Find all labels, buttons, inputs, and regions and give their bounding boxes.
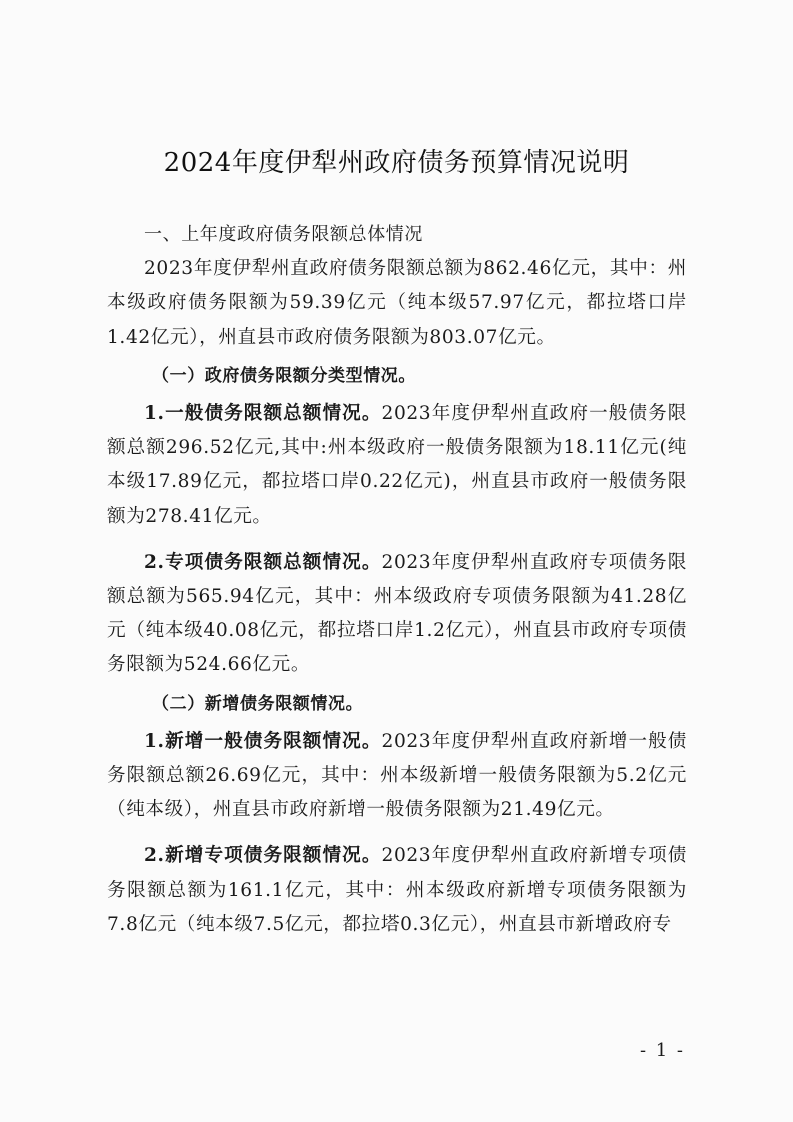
item-2-1-text: 2023年度伊犁州直政府新增一般债务限额总额26.69亿元，其中：州本级新增一般债务限额为5.2亿元（纯本级），州直县市政府新增一般债务限额为21.49亿元。: [107, 730, 687, 821]
item-1-2-text: 2023年度伊犁州直政府专项债务限额总额为565.94亿元，其中：州本级政府专项债务限额为41.28亿元（纯本级40.08亿元，都拉塔口岸1.2亿元），州直县市政府专项债务限额为524.66亿元。: [107, 551, 687, 676]
item-1-2-lead: 2.专项债务限额总额情况。: [144, 551, 382, 573]
item-1-1-lead: 1.一般债务限额总额情况。: [144, 403, 382, 425]
item-2-2-paragraph: [107, 839, 687, 942]
subsection-heading-1: （一）政府债务限额分类型情况。: [152, 365, 416, 386]
item-2-2-text: 2023年度伊犁州直政府新增专项债务限额总额为161.1亿元，其中：州本级政府新增专项债务限额为7.8亿元（纯本级7.5亿元，都拉塔0.3亿元），州直县市新增政府专: [107, 845, 687, 935]
item-2-1-paragraph: [107, 725, 687, 828]
item-2-1-lead: 1.新增一般债务限额情况。: [144, 730, 382, 752]
page-number: - 1 -: [639, 1040, 685, 1061]
item-2-2-lead: 2.新增专项债务限额情况。: [144, 845, 382, 867]
document-body: [107, 218, 687, 942]
subsection-heading-2: （二）新增债务限额情况。: [152, 693, 364, 714]
section-1-paragraph: 2023年度伊犁州直政府债务限额总额为862.46亿元，其中：州本级政府债务限额为59.39亿元（纯本级57.97亿元，都拉塔口岸1.42亿元），州直县市政府债务限额为803.07亿元。: [107, 258, 687, 348]
document-title: 2024年度伊犁州政府债务预算情况说明: [163, 148, 630, 178]
section-heading-1: 一、上年度政府债务限额总体情况: [144, 224, 423, 245]
item-1-1-text: 2023年度伊犁州直政府一般债务限额总额296.52亿元,其中:州本级政府一般债务限额为18.11亿元(纯本级17.89亿元，都拉塔口岸0.22亿元)，州直县市政府一般债务限额为278.41亿元。: [107, 403, 687, 527]
item-1-1-paragraph: [107, 397, 687, 534]
item-1-2-paragraph: [107, 546, 687, 683]
